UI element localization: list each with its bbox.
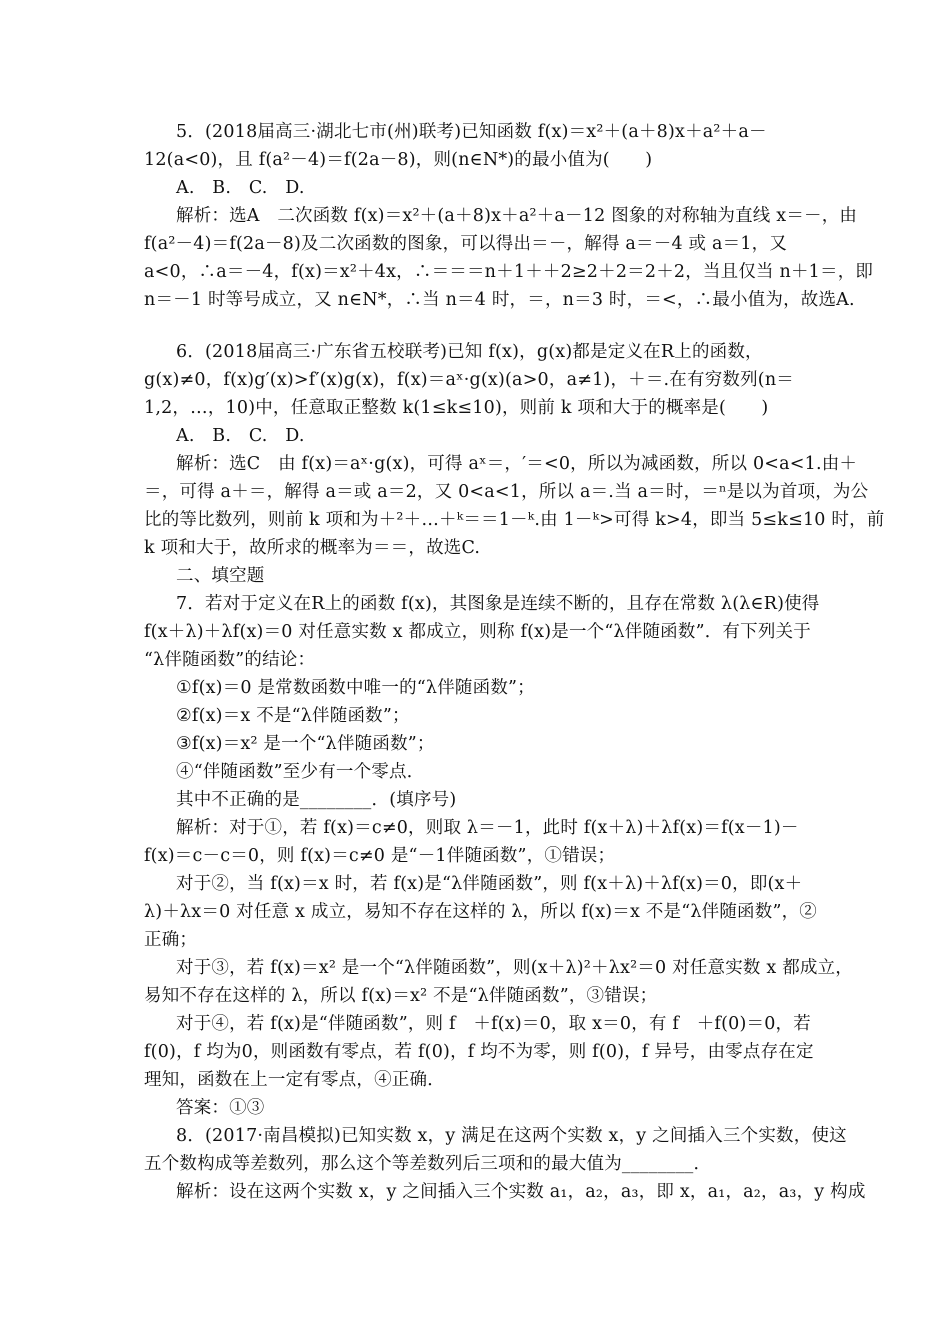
section-heading-fill-in: 二、填空题 xyxy=(176,566,265,586)
q7-solution-line-2: f(x)＝c－c＝0，则 f(x)＝c≠0 是“－1伴随函数”，①错误； xyxy=(144,846,616,866)
q7-answer: 答案：①③ xyxy=(176,1098,265,1118)
q5-solution-line-1: 解析：选A 二次函数 f(x)＝x²＋(a＋8)x＋a²＋a－12 图象的对称轴为直线 x＝－，由 xyxy=(176,206,858,226)
q7-solution-line-7: 易知不存在这样的 λ，所以 f(x)＝x² 不是“λ伴随函数”，③错误； xyxy=(144,986,658,1006)
q6-options: A. B. C. D. xyxy=(176,426,305,446)
q8-stem-line-2: 五个数构成等差数列，那么这个等差数列后三项和的最大值为________． xyxy=(144,1154,712,1174)
q8-solution-line-1: 解析：设在这两个实数 x，y 之间插入三个实数 a₁，a₂，a₃，即 x，a₁，a₂，a₃，y 构成 xyxy=(176,1182,866,1202)
q6-solution-line-3: 比的等比数列，则前 k 项和为＋²＋…＋ᵏ＝＝1－ᵏ.由 1－ᵏ>可得 k>4，即当 5≤k≤10 时，前 xyxy=(144,510,885,530)
q6-solution-line-4: k 项和大于，故所求的概率为＝＝，故选C. xyxy=(144,538,481,558)
q5-stem-line-1: 5．(2018届高三·湖北七市(州)联考)已知函数 f(x)＝x²＋(a＋8)x＋a²＋a－ xyxy=(176,122,767,142)
q7-stem-line-3: “λ伴随函数”的结论： xyxy=(144,650,316,670)
q7-solution-line-8: 对于④，若 f(x)是“伴随函数”，则 f ＋f(x)＝0，取 x＝0，有 f ＋f(0)＝0，若 xyxy=(176,1014,811,1034)
q7-solution-line-6: 对于③，若 f(x)＝x² 是一个“λ伴随函数”，则(x＋λ)²＋λx²＝0 对任意实数 x 都成立， xyxy=(176,958,853,978)
q5-solution-line-3: a<0，∴a＝－4，f(x)＝x²＋4x，∴＝＝＝n＋1＋＋2≥2＋2＝2＋2，当且仅当 n＋1＝，即 xyxy=(144,262,874,282)
q6-solution-line-2: ＝，可得 a＋＝，解得 a＝或 a＝2，又 0<a<1，所以 a＝.当 a＝时，＝ⁿ是以为首项，为公 xyxy=(144,482,869,502)
q7-solution-line-9: f(0)，f 均为0，则函数有零点，若 f(0)，f 均不为零，则 f(0)，f 异号，由零点存在定 xyxy=(144,1042,814,1062)
q6-stem-line-3: 1,2，…，10)中，任意取正整数 k(1≤k≤10)，则前 k 项和大于的概率是( ) xyxy=(144,398,769,418)
q6-stem-line-1: 6．(2018届高三·广东省五校联考)已知 f(x)，g(x)都是定义在R上的函数， xyxy=(176,342,763,362)
q7-stem-line-2: f(x＋λ)＋λf(x)＝0 对任意实数 x 都成立，则称 f(x)是一个“λ伴随函数”．有下列关于 xyxy=(144,622,811,642)
q5-solution-line-2: f(a²－4)＝f(2a－8)及二次函数的图象，可以得出＝－，解得 a＝－4 或 a＝1，又 xyxy=(144,234,788,254)
q7-solution-line-10: 理知，函数在上一定有零点，④正确． xyxy=(144,1070,445,1090)
q7-statement-4: ④“伴随函数”至少有一个零点． xyxy=(176,762,425,782)
q7-statement-1: ①f(x)＝0 是常数函数中唯一的“λ伴随函数”； xyxy=(176,678,535,698)
q7-solution-line-3: 对于②，当 f(x)＝x 时，若 f(x)是“λ伴随函数”，则 f(x＋λ)＋λf(x)＝0，即(x＋ xyxy=(176,874,803,894)
q7-solution-line-1: 解析：对于①，若 f(x)＝c≠0，则取 λ＝－1，此时 f(x＋λ)＋λf(x)＝f(x－1)－ xyxy=(176,818,799,838)
q7-statement-2: ②f(x)＝x 不是“λ伴随函数”； xyxy=(176,706,410,726)
q7-statement-3: ③f(x)＝x² 是一个“λ伴随函数”； xyxy=(176,734,435,754)
q7-solution-line-4: λ)＋λx＝0 对任意 x 成立，易知不存在这样的 λ，所以 f(x)＝x 不是“λ伴随函数”，② xyxy=(144,902,818,922)
q5-solution-line-4: n＝－1 时等号成立，又 n∈N*，∴当 n＝4 时，＝，n＝3 时，＝<，∴最小值为，故选A. xyxy=(144,290,855,310)
q6-stem-line-2: g(x)≠0，f(x)g′(x)>f′(x)g(x)，f(x)＝aˣ·g(x)(a>0，a≠1)，＋＝.在有穷数列(n＝ xyxy=(144,370,795,390)
q5-options: A. B. C. D. xyxy=(176,178,305,198)
q7-blank-prompt: 其中不正确的是________．(填序号) xyxy=(176,790,457,810)
q5-stem-line-2: 12(a<0)，且 f(a²－4)＝f(2a－8)，则(n∈N*)的最小值为( ) xyxy=(144,150,653,170)
q8-stem-line-1: 8．(2017·南昌模拟)已知实数 x，y 满足在这两个实数 x，y 之间插入三个实数，使这 xyxy=(176,1126,847,1146)
q7-solution-line-5: 正确； xyxy=(144,930,198,950)
q6-solution-line-1: 解析：选C 由 f(x)＝aˣ·g(x)，可得 aˣ＝，′＝<0，所以为减函数，所以 0<a<1.由＋ xyxy=(176,454,858,474)
q7-stem-line-1: 7．若对于定义在R上的函数 f(x)，其图象是连续不断的，且存在常数 λ(λ∈R)使得 xyxy=(176,594,820,614)
